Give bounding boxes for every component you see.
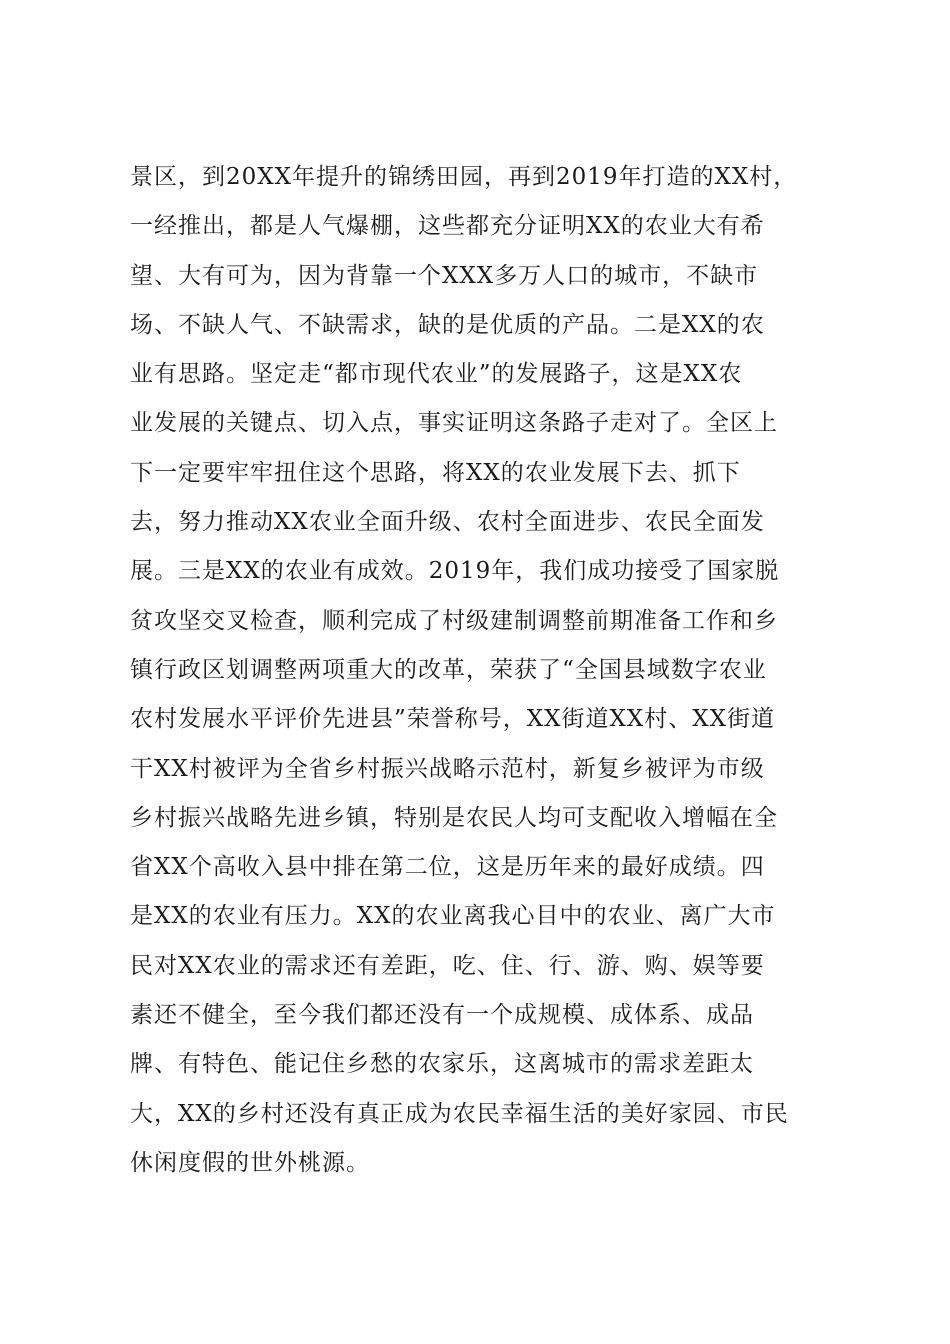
text-line: 一经推出，都是人气爆棚，这些都充分证明XX的农业大有希 [130, 213, 765, 240]
text-line: 业发展的关键点、切入点，事实证明这条路子走对了。全区上 [130, 410, 778, 437]
text-line: 素还不健全，至今我们都还没有一个成规模、成体系、成品 [130, 1002, 754, 1029]
text-line: 望、大有可为，因为背靠一个XXX多万人口的城市，不缺市 [130, 262, 759, 289]
text-line: 景区，到20XX年提升的锦绣田园，再到2019年打造的XX村， [130, 164, 798, 190]
text-line: 业有思路。坚定走“都市现代农业”的发展路子，这是XX农 [130, 361, 743, 388]
text-line: 干XX村被评为全省乡村振兴战略示范村，新复乡被评为市级 [130, 755, 765, 782]
text-line: 省XX个高收入县中排在第二位，这是历年来的最好成绩。四 [130, 854, 765, 881]
text-line: 大，XX的乡村还没有真正成为农民幸福生活的美好家园、市民 [130, 1100, 789, 1127]
text-line: 去，努力推动XX农业全面升级、农村全面进步、农民全面发 [130, 509, 765, 536]
text-line: 民对XX农业的需求还有差距，吃、住、行、游、购、娱等要 [130, 952, 765, 979]
text-line: 休闲度假的世外桃源。 [130, 1149, 370, 1176]
text-line: 贫攻坚交叉检查，顺利完成了村级建制调整前期准备工作和乡 [130, 607, 778, 634]
text-line: 场、不缺人气、不缺需求，缺的是优质的产品。二是XX的农 [130, 311, 765, 338]
text-line: 农村发展水平评价先进县”荣誉称号，XX街道XX村、XX街道 [130, 706, 776, 733]
text-line: 乡村振兴战略先进乡镇，特别是农民人均可支配收入增幅在全 [130, 804, 778, 831]
text-line: 牌、有特色、能记住乡愁的农家乐，这离城市的需求差距太 [130, 1051, 754, 1078]
text-line: 展。三是XX的农业有成效。2019年，我们成功接受了国家脱 [130, 558, 780, 585]
text-line: 下一定要牢牢扭住这个思路，将XX的农业发展下去、抓下 [130, 459, 741, 486]
text-line: 镇行政区划调整两项重大的改革，荣获了“全国县域数字农业 [130, 656, 767, 683]
body-paragraph [130, 153, 830, 1188]
text-line: 是XX的农业有压力。XX的农业离我心目中的农业、离广大市 [130, 903, 776, 930]
